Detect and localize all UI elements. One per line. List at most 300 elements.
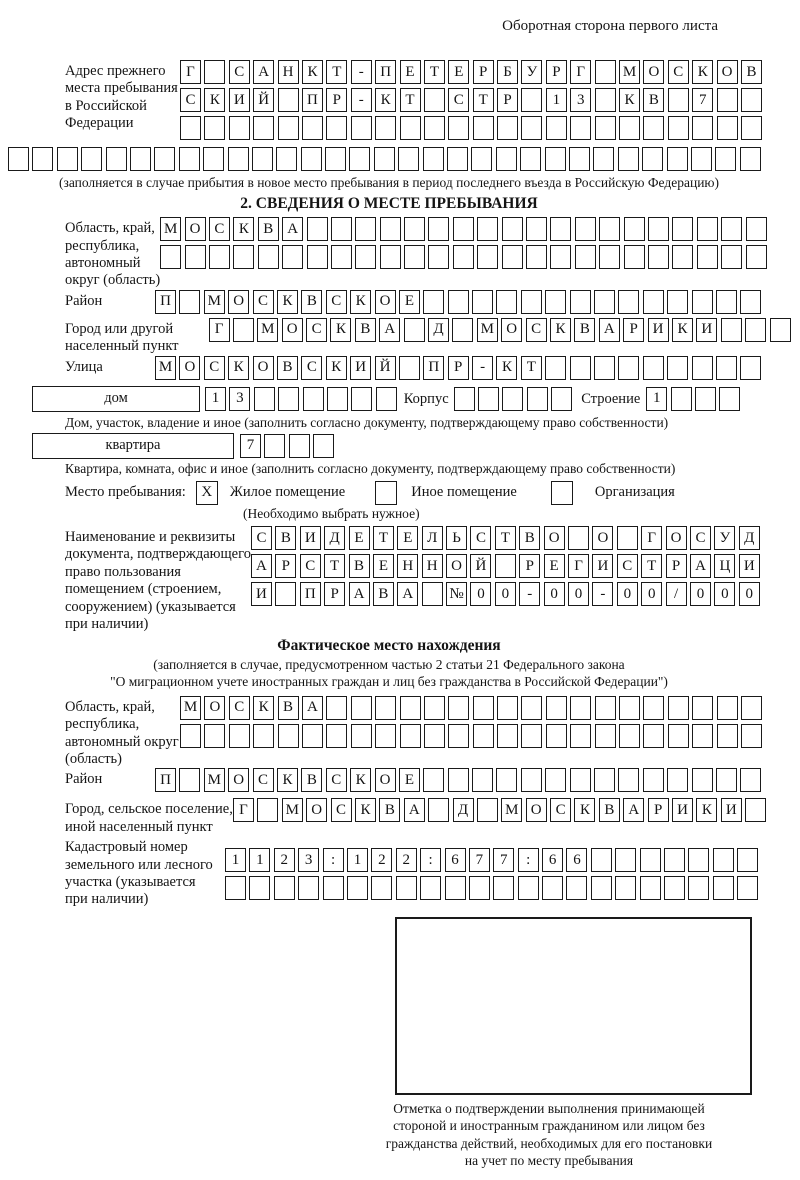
checkbox-organization[interactable] (551, 481, 573, 505)
char-cell[interactable]: С (690, 526, 711, 550)
char-cell[interactable] (521, 290, 542, 314)
flat-type-box[interactable]: квартира (32, 433, 234, 459)
char-cell[interactable]: И (300, 526, 321, 550)
char-cell[interactable] (185, 245, 206, 269)
char-cell[interactable]: Г (209, 318, 230, 342)
char-cell[interactable] (619, 116, 640, 140)
char-cell[interactable]: 1 (646, 387, 667, 411)
char-cell[interactable]: Р (623, 318, 644, 342)
char-cell[interactable]: С (526, 318, 547, 342)
char-cell[interactable] (228, 147, 249, 171)
char-cell[interactable] (741, 116, 762, 140)
char-cell[interactable] (664, 848, 685, 872)
char-cell[interactable] (615, 848, 636, 872)
char-cell[interactable] (404, 245, 425, 269)
char-cell[interactable] (473, 696, 494, 720)
char-cell[interactable]: 1 (249, 848, 270, 872)
char-cell[interactable]: С (331, 798, 352, 822)
char-cell[interactable] (595, 696, 616, 720)
char-cell[interactable]: № (446, 582, 467, 606)
char-cell[interactable] (303, 387, 324, 411)
char-cell[interactable] (154, 147, 175, 171)
char-cell[interactable] (721, 245, 742, 269)
char-cell[interactable] (278, 724, 299, 748)
char-cell[interactable]: М (204, 768, 225, 792)
char-cell[interactable] (496, 768, 517, 792)
char-cell[interactable]: Т (400, 88, 421, 112)
char-cell[interactable]: О (717, 60, 738, 84)
char-cell[interactable]: М (204, 290, 225, 314)
char-cell[interactable]: В (373, 582, 394, 606)
char-cell[interactable]: Е (349, 526, 370, 550)
char-cell[interactable] (276, 147, 297, 171)
char-cell[interactable] (518, 876, 539, 900)
char-cell[interactable]: Р (648, 798, 669, 822)
char-cell[interactable]: 2 (274, 848, 295, 872)
char-cell[interactable] (697, 217, 718, 241)
char-cell[interactable]: - (472, 356, 493, 380)
char-cell[interactable]: 0 (495, 582, 516, 606)
char-cell[interactable]: Е (544, 554, 565, 578)
char-cell[interactable]: 0 (544, 582, 565, 606)
char-cell[interactable]: О (228, 290, 249, 314)
char-cell[interactable]: В (741, 60, 762, 84)
char-cell[interactable] (591, 848, 612, 872)
char-cell[interactable]: М (477, 318, 498, 342)
char-cell[interactable]: Е (397, 526, 418, 550)
char-cell[interactable] (721, 217, 742, 241)
char-cell[interactable] (618, 356, 639, 380)
char-cell[interactable]: И (648, 318, 669, 342)
char-cell[interactable] (477, 245, 498, 269)
char-cell[interactable]: Р (473, 60, 494, 84)
char-cell[interactable]: Д (739, 526, 760, 550)
char-cell[interactable]: У (714, 526, 735, 550)
char-cell[interactable] (331, 245, 352, 269)
char-cell[interactable] (428, 798, 449, 822)
char-cell[interactable]: П (155, 290, 176, 314)
char-cell[interactable] (643, 696, 664, 720)
char-cell[interactable]: Р (497, 88, 518, 112)
char-cell[interactable] (380, 245, 401, 269)
char-cell[interactable] (617, 526, 638, 550)
char-cell[interactable] (671, 387, 692, 411)
char-cell[interactable]: П (300, 582, 321, 606)
char-cell[interactable]: Й (470, 554, 491, 578)
char-cell[interactable]: К (350, 290, 371, 314)
char-cell[interactable] (349, 147, 370, 171)
char-cell[interactable]: В (599, 798, 620, 822)
char-cell[interactable] (351, 116, 372, 140)
char-cell[interactable]: Т (641, 554, 662, 578)
char-cell[interactable]: С (326, 768, 347, 792)
char-cell[interactable] (233, 318, 254, 342)
char-cell[interactable]: Ь (446, 526, 467, 550)
char-cell[interactable] (355, 245, 376, 269)
char-cell[interactable] (692, 290, 713, 314)
char-cell[interactable] (424, 696, 445, 720)
char-cell[interactable] (521, 724, 542, 748)
char-cell[interactable]: С (550, 798, 571, 822)
char-cell[interactable] (130, 147, 151, 171)
char-cell[interactable] (643, 290, 664, 314)
char-cell[interactable]: Р (326, 88, 347, 112)
char-cell[interactable] (473, 724, 494, 748)
char-cell[interactable] (298, 876, 319, 900)
char-cell[interactable] (453, 245, 474, 269)
char-cell[interactable]: Ц (714, 554, 735, 578)
char-cell[interactable]: С (668, 60, 689, 84)
char-cell[interactable] (545, 290, 566, 314)
char-cell[interactable] (594, 356, 615, 380)
char-cell[interactable]: - (519, 582, 540, 606)
char-cell[interactable] (371, 876, 392, 900)
char-cell[interactable] (570, 724, 591, 748)
char-cell[interactable] (32, 147, 53, 171)
char-cell[interactable] (106, 147, 127, 171)
char-cell[interactable]: Д (453, 798, 474, 822)
char-cell[interactable] (278, 88, 299, 112)
char-cell[interactable] (668, 116, 689, 140)
char-cell[interactable]: И (672, 798, 693, 822)
char-cell[interactable] (398, 147, 419, 171)
char-cell[interactable] (375, 724, 396, 748)
char-cell[interactable]: К (375, 88, 396, 112)
char-cell[interactable] (721, 318, 742, 342)
char-cell[interactable]: - (351, 88, 372, 112)
char-cell[interactable]: К (619, 88, 640, 112)
char-cell[interactable] (496, 290, 517, 314)
char-cell[interactable]: 7 (469, 848, 490, 872)
char-cell[interactable] (526, 245, 547, 269)
char-cell[interactable] (521, 768, 542, 792)
char-cell[interactable]: Й (375, 356, 396, 380)
char-cell[interactable] (688, 876, 709, 900)
char-cell[interactable]: С (209, 217, 230, 241)
char-cell[interactable] (545, 768, 566, 792)
char-cell[interactable]: С (448, 88, 469, 112)
char-cell[interactable] (594, 768, 615, 792)
char-cell[interactable]: 2 (396, 848, 417, 872)
char-cell[interactable]: Г (233, 798, 254, 822)
char-cell[interactable] (351, 696, 372, 720)
char-cell[interactable]: И (696, 318, 717, 342)
char-cell[interactable] (542, 876, 563, 900)
char-cell[interactable]: К (228, 356, 249, 380)
char-cell[interactable] (595, 116, 616, 140)
char-cell[interactable] (770, 318, 791, 342)
char-cell[interactable]: О (306, 798, 327, 822)
char-cell[interactable] (278, 387, 299, 411)
char-cell[interactable]: С (251, 526, 272, 550)
char-cell[interactable]: Т (373, 526, 394, 550)
char-cell[interactable]: 3 (298, 848, 319, 872)
char-cell[interactable]: В (574, 318, 595, 342)
char-cell[interactable] (550, 217, 571, 241)
char-cell[interactable] (570, 768, 591, 792)
char-cell[interactable]: В (379, 798, 400, 822)
char-cell[interactable] (424, 88, 445, 112)
char-cell[interactable] (495, 554, 516, 578)
char-cell[interactable] (472, 290, 493, 314)
char-cell[interactable] (745, 798, 766, 822)
char-cell[interactable] (593, 147, 614, 171)
char-cell[interactable] (496, 147, 517, 171)
char-cell[interactable] (569, 147, 590, 171)
char-cell[interactable]: 0 (568, 582, 589, 606)
char-cell[interactable] (472, 768, 493, 792)
char-cell[interactable]: С (204, 356, 225, 380)
char-cell[interactable] (203, 147, 224, 171)
char-cell[interactable]: И (251, 582, 272, 606)
char-cell[interactable] (502, 217, 523, 241)
char-cell[interactable] (253, 724, 274, 748)
char-cell[interactable]: О (228, 768, 249, 792)
char-cell[interactable] (716, 768, 737, 792)
char-cell[interactable]: А (397, 582, 418, 606)
char-cell[interactable]: Е (399, 768, 420, 792)
char-cell[interactable] (568, 526, 589, 550)
char-cell[interactable] (716, 356, 737, 380)
char-cell[interactable]: Е (373, 554, 394, 578)
char-cell[interactable] (258, 245, 279, 269)
char-cell[interactable] (594, 290, 615, 314)
char-cell[interactable]: 6 (566, 848, 587, 872)
char-cell[interactable]: - (351, 60, 372, 84)
char-cell[interactable] (716, 290, 737, 314)
char-cell[interactable]: О (592, 526, 613, 550)
char-cell[interactable]: С (300, 554, 321, 578)
char-cell[interactable] (423, 147, 444, 171)
char-cell[interactable] (713, 876, 734, 900)
char-cell[interactable] (717, 116, 738, 140)
char-cell[interactable] (545, 356, 566, 380)
char-cell[interactable]: Н (422, 554, 443, 578)
char-cell[interactable]: 7 (493, 848, 514, 872)
char-cell[interactable]: В (643, 88, 664, 112)
char-cell[interactable] (233, 245, 254, 269)
char-cell[interactable]: А (404, 798, 425, 822)
char-cell[interactable] (648, 217, 669, 241)
char-cell[interactable]: М (160, 217, 181, 241)
char-cell[interactable] (692, 696, 713, 720)
char-cell[interactable] (640, 876, 661, 900)
char-cell[interactable] (688, 848, 709, 872)
char-cell[interactable] (448, 724, 469, 748)
char-cell[interactable] (643, 768, 664, 792)
char-cell[interactable] (551, 387, 572, 411)
char-cell[interactable] (497, 116, 518, 140)
char-cell[interactable] (452, 318, 473, 342)
char-cell[interactable]: О (282, 318, 303, 342)
char-cell[interactable]: Т (521, 356, 542, 380)
char-cell[interactable]: А (379, 318, 400, 342)
char-cell[interactable] (404, 217, 425, 241)
char-cell[interactable]: К (350, 768, 371, 792)
char-cell[interactable] (615, 876, 636, 900)
char-cell[interactable]: П (155, 768, 176, 792)
char-cell[interactable] (668, 724, 689, 748)
char-cell[interactable] (428, 245, 449, 269)
char-cell[interactable] (619, 724, 640, 748)
char-cell[interactable] (81, 147, 102, 171)
char-cell[interactable] (740, 290, 761, 314)
char-cell[interactable] (550, 245, 571, 269)
char-cell[interactable] (717, 88, 738, 112)
char-cell[interactable] (692, 356, 713, 380)
char-cell[interactable]: Г (180, 60, 201, 84)
char-cell[interactable] (264, 434, 285, 458)
char-cell[interactable] (448, 696, 469, 720)
char-cell[interactable]: Е (400, 60, 421, 84)
char-cell[interactable]: У (521, 60, 542, 84)
char-cell[interactable] (447, 147, 468, 171)
char-cell[interactable] (323, 876, 344, 900)
char-cell[interactable] (302, 724, 323, 748)
char-cell[interactable]: О (544, 526, 565, 550)
char-cell[interactable] (478, 387, 499, 411)
char-cell[interactable] (180, 116, 201, 140)
char-cell[interactable] (351, 724, 372, 748)
char-cell[interactable] (497, 696, 518, 720)
char-cell[interactable] (445, 876, 466, 900)
char-cell[interactable]: А (253, 60, 274, 84)
char-cell[interactable]: Т (473, 88, 494, 112)
char-cell[interactable]: : (323, 848, 344, 872)
char-cell[interactable]: С (617, 554, 638, 578)
char-cell[interactable]: К (277, 290, 298, 314)
char-cell[interactable] (204, 116, 225, 140)
char-cell[interactable] (740, 356, 761, 380)
char-cell[interactable]: О (375, 290, 396, 314)
char-cell[interactable]: К (696, 798, 717, 822)
char-cell[interactable]: К (574, 798, 595, 822)
char-cell[interactable]: : (420, 848, 441, 872)
char-cell[interactable] (423, 290, 444, 314)
char-cell[interactable]: Й (253, 88, 274, 112)
char-cell[interactable] (229, 116, 250, 140)
char-cell[interactable] (643, 724, 664, 748)
char-cell[interactable] (249, 876, 270, 900)
char-cell[interactable] (692, 768, 713, 792)
char-cell[interactable]: Р (519, 554, 540, 578)
char-cell[interactable]: В (258, 217, 279, 241)
char-cell[interactable] (254, 387, 275, 411)
char-cell[interactable]: С (253, 768, 274, 792)
char-cell[interactable]: А (599, 318, 620, 342)
char-cell[interactable]: 2 (371, 848, 392, 872)
char-cell[interactable] (204, 60, 225, 84)
char-cell[interactable] (179, 290, 200, 314)
char-cell[interactable]: Т (495, 526, 516, 550)
char-cell[interactable] (502, 387, 523, 411)
char-cell[interactable] (717, 724, 738, 748)
char-cell[interactable]: В (355, 318, 376, 342)
char-cell[interactable] (160, 245, 181, 269)
char-cell[interactable] (477, 217, 498, 241)
char-cell[interactable] (599, 245, 620, 269)
char-cell[interactable] (746, 245, 767, 269)
char-cell[interactable] (399, 356, 420, 380)
char-cell[interactable]: 1 (347, 848, 368, 872)
char-cell[interactable]: А (282, 217, 303, 241)
char-cell[interactable] (618, 147, 639, 171)
char-cell[interactable] (619, 696, 640, 720)
char-cell[interactable] (374, 147, 395, 171)
char-cell[interactable] (351, 387, 372, 411)
char-cell[interactable] (473, 116, 494, 140)
char-cell[interactable] (302, 116, 323, 140)
char-cell[interactable]: К (204, 88, 225, 112)
char-cell[interactable]: И (592, 554, 613, 578)
char-cell[interactable] (274, 876, 295, 900)
char-cell[interactable] (423, 768, 444, 792)
char-cell[interactable] (595, 88, 616, 112)
char-cell[interactable]: М (282, 798, 303, 822)
char-cell[interactable] (618, 290, 639, 314)
char-cell[interactable] (313, 434, 334, 458)
char-cell[interactable]: С (306, 318, 327, 342)
char-cell[interactable] (618, 768, 639, 792)
char-cell[interactable] (307, 217, 328, 241)
char-cell[interactable] (225, 876, 246, 900)
char-cell[interactable]: М (501, 798, 522, 822)
char-cell[interactable] (667, 147, 688, 171)
char-cell[interactable]: В (519, 526, 540, 550)
char-cell[interactable]: Т (424, 60, 445, 84)
house-type-box[interactable]: дом (32, 386, 200, 412)
char-cell[interactable]: И (229, 88, 250, 112)
char-cell[interactable] (347, 876, 368, 900)
char-cell[interactable] (527, 387, 548, 411)
char-cell[interactable] (570, 356, 591, 380)
char-cell[interactable]: Б (497, 60, 518, 84)
char-cell[interactable]: А (690, 554, 711, 578)
char-cell[interactable] (380, 217, 401, 241)
char-cell[interactable]: 1 (205, 387, 226, 411)
checkbox-residential[interactable] (196, 481, 218, 505)
char-cell[interactable] (740, 147, 761, 171)
char-cell[interactable] (521, 696, 542, 720)
char-cell[interactable] (668, 88, 689, 112)
char-cell[interactable] (477, 798, 498, 822)
char-cell[interactable] (570, 696, 591, 720)
char-cell[interactable] (695, 387, 716, 411)
char-cell[interactable] (326, 724, 347, 748)
char-cell[interactable] (715, 147, 736, 171)
char-cell[interactable] (179, 147, 200, 171)
char-cell[interactable] (326, 116, 347, 140)
char-cell[interactable]: Г (641, 526, 662, 550)
char-cell[interactable] (448, 116, 469, 140)
char-cell[interactable] (282, 245, 303, 269)
char-cell[interactable]: О (666, 526, 687, 550)
char-cell[interactable] (624, 217, 645, 241)
char-cell[interactable]: Р (275, 554, 296, 578)
char-cell[interactable] (420, 876, 441, 900)
char-cell[interactable]: М (257, 318, 278, 342)
char-cell[interactable] (697, 245, 718, 269)
char-cell[interactable]: К (302, 60, 323, 84)
char-cell[interactable]: Л (422, 526, 443, 550)
char-cell[interactable]: В (278, 696, 299, 720)
checkbox-other-premises[interactable] (375, 481, 397, 505)
char-cell[interactable] (355, 217, 376, 241)
char-cell[interactable]: К (326, 356, 347, 380)
char-cell[interactable]: 3 (229, 387, 250, 411)
char-cell[interactable]: 1 (546, 88, 567, 112)
char-cell[interactable]: Р (448, 356, 469, 380)
